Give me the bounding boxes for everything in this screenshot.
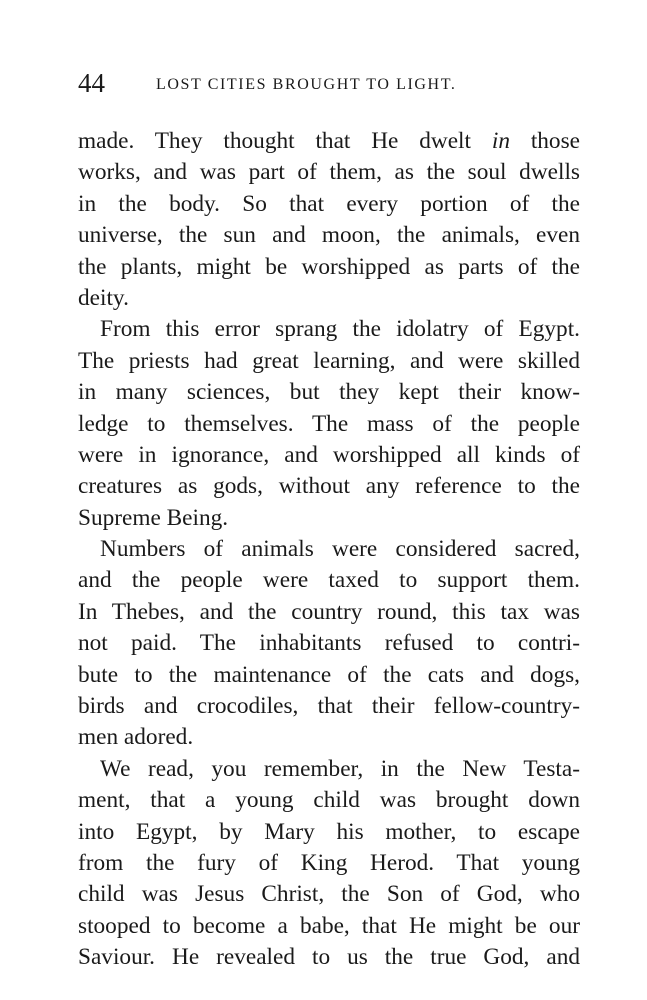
- line-text: and the people were taxed to support them.: [78, 567, 580, 594]
- line-text: men adored.: [78, 724, 194, 751]
- line-text: from the fury of King Herod. That young: [78, 849, 580, 876]
- paragraph: [78, 126, 580, 314]
- text-line: [78, 283, 580, 314]
- text-line: [78, 660, 580, 691]
- paragraph: [78, 754, 580, 974]
- page-number: 44: [78, 68, 105, 98]
- line-text: bute to the maintenance of the cats and dogs,: [78, 661, 580, 688]
- line-text: deity.: [78, 284, 129, 311]
- line-text: the plants, might be worshipped as parts of the: [78, 253, 580, 280]
- book-page: [78, 66, 580, 974]
- text-line: [78, 409, 580, 440]
- line-text: those: [509, 128, 580, 154]
- line-text: were in ignorance, and worshipped all kinds of: [78, 441, 580, 468]
- line-text: in many sciences, but they kept their know-: [78, 379, 580, 406]
- line-text: into Egypt, by Mary his mother, to escape: [78, 818, 580, 845]
- text-line: [78, 597, 580, 628]
- line-text: Supreme Being.: [78, 504, 229, 531]
- text-line: [78, 534, 580, 565]
- text-line: [78, 503, 580, 534]
- text-line: [78, 252, 580, 283]
- line-text: Numbers of animals were considered sacred,: [100, 536, 580, 563]
- line-text: birds and crocodiles, that their fellow-country-: [78, 693, 580, 720]
- line-text: From this error sprang the idolatry of Egypt.: [100, 316, 580, 343]
- line-text: works, and was part of them, as the soul dwells: [78, 159, 580, 186]
- text-line: [78, 346, 580, 377]
- line-text: In Thebes, and the country round, this tax was: [78, 598, 580, 625]
- running-head: [78, 66, 580, 100]
- text-line: [78, 942, 580, 973]
- running-title: LOST CITIES BROUGHT TO LIGHT.: [156, 76, 457, 93]
- line-text: ledge to themselves. The mass of the people: [78, 410, 580, 437]
- text-line: [78, 628, 580, 659]
- text-line: [78, 848, 580, 879]
- text-line: [78, 314, 580, 345]
- text-line: [78, 565, 580, 596]
- line-text: ment, that a young child was brought down: [78, 787, 580, 814]
- emphasis-text: in: [491, 128, 510, 154]
- body-text: [78, 126, 580, 974]
- text-line: [78, 785, 580, 816]
- text-line: [78, 220, 580, 251]
- line-text: child was Jesus Christ, the Son of God, who: [78, 881, 580, 908]
- line-text: not paid. The inhabitants refused to contri-: [78, 630, 580, 657]
- text-line: [78, 911, 580, 942]
- text-line: [78, 157, 580, 188]
- text-line: [78, 879, 580, 910]
- text-line: [78, 471, 580, 502]
- text-line: [78, 189, 580, 220]
- text-line: [78, 377, 580, 408]
- line-text: in the body. So that every portion of the: [78, 190, 580, 217]
- line-text: creatures as gods, without any reference to the: [78, 473, 580, 500]
- line-text: stooped to become a babe, that He might be our: [78, 912, 580, 939]
- line-text: The priests had great learning, and were skilled: [78, 347, 580, 374]
- line-text: We read, you remember, in the New Testa-: [100, 755, 580, 782]
- text-line: [78, 754, 580, 785]
- line-text: universe, the sun and moon, the animals, even: [78, 222, 580, 249]
- text-line: [78, 817, 580, 848]
- text-line: [78, 691, 580, 722]
- paragraph: [78, 314, 580, 534]
- line-text: made. They thought that He dwelt: [78, 128, 492, 154]
- line-text: Saviour. He revealed to us the true God, and: [78, 944, 580, 971]
- text-line: [78, 722, 580, 753]
- text-line: [78, 126, 580, 157]
- paragraph: [78, 534, 580, 754]
- text-line: [78, 440, 580, 471]
